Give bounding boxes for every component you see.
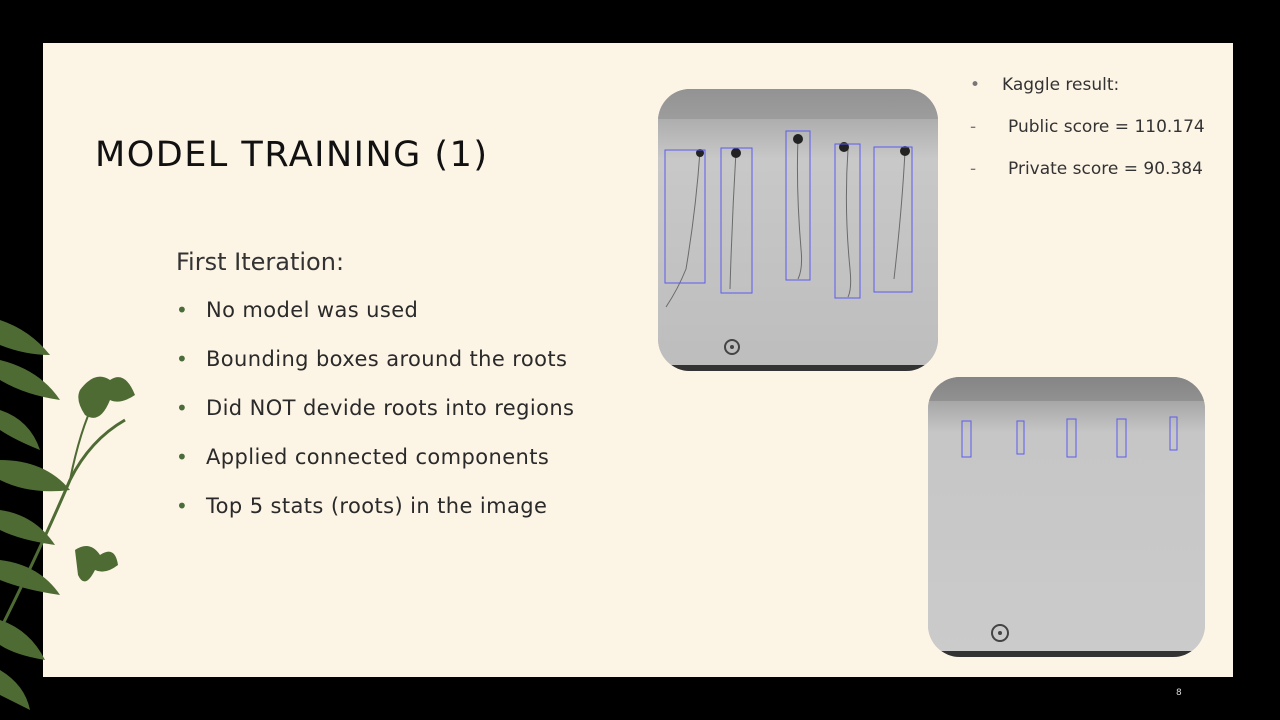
bullet-item: • No model was used xyxy=(176,298,574,347)
bullet-item: • Did NOT devide roots into regions xyxy=(176,396,574,445)
bullet-item: • Bounding boxes around the roots xyxy=(176,347,574,396)
subtitle: First Iteration: xyxy=(176,248,345,276)
public-score: Public score = 110.174 xyxy=(1008,117,1205,137)
slide-title: MODEL TRAINING (1) xyxy=(95,135,489,175)
bullet-icon: • xyxy=(970,75,981,95)
dash-icon: - xyxy=(970,159,977,179)
plant-roots-image xyxy=(658,89,938,371)
bullet-item: • Applied connected components xyxy=(176,445,574,494)
kaggle-heading: Kaggle result: xyxy=(1002,75,1120,95)
root-scan-image-1 xyxy=(658,89,938,371)
private-score: Private score = 90.384 xyxy=(1008,159,1203,179)
bullet-list xyxy=(176,298,574,543)
leaf-decoration-icon xyxy=(0,300,150,720)
root-scan-image-2 xyxy=(928,377,1205,657)
page-number: 8 xyxy=(1176,688,1182,698)
slide xyxy=(43,43,1233,677)
dash-icon: - xyxy=(970,117,977,137)
plant-roots-image xyxy=(928,377,1205,657)
bullet-item: • Top 5 stats (roots) in the image xyxy=(176,494,574,543)
